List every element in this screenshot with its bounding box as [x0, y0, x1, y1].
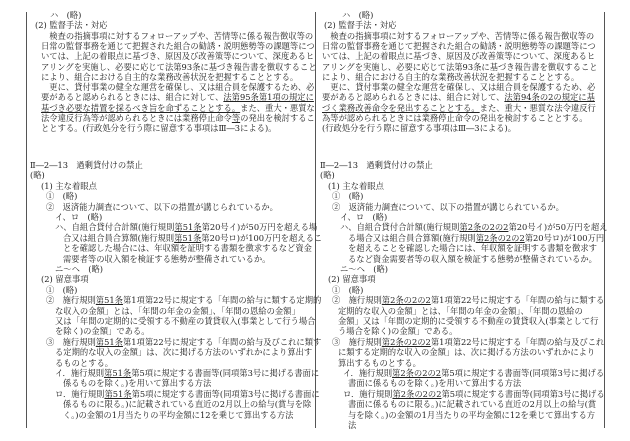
text-segment: いては、上記の着眼点に基づき、原因及び改善策等について、深度あるヒ	[322, 51, 596, 62]
text-segment: ① (略)	[332, 284, 364, 295]
text-segment: の発出を検討するこ	[240, 113, 315, 123]
text-segment: アリングを実施し、必要に応じて法第93条に基づき報告書を徴収すること	[41, 61, 317, 72]
text-segment: Ⅱ―2―13 過剰貸付けの禁止	[30, 160, 143, 170]
text-line	[41, 274, 89, 284]
text-line	[41, 113, 315, 123]
text-segment: 合又は組合員合算額(施行規則	[63, 232, 175, 243]
text-segment: 第20号イ)が50万円を超え	[508, 222, 608, 233]
text-line	[46, 295, 321, 305]
text-segment: Ⅱ―2―13 過剰貸付けの禁止	[320, 160, 433, 170]
text-segment: ② 施行規則	[46, 295, 96, 306]
text-segment: イ、ロ (略)	[340, 212, 388, 222]
text-segment: イ．施行規則	[55, 368, 105, 378]
text-segment: 第20号ロ)が100万円を超えるこ	[201, 232, 323, 243]
text-segment: (1) 主な着眼点	[328, 180, 384, 191]
text-line	[41, 181, 97, 191]
text-line	[55, 358, 113, 368]
text-segment: 検査の指摘事項に対するフォローアップや、苦情等に係る報告徴収等の	[41, 30, 314, 41]
text-segment: (略)	[30, 170, 45, 181]
underlined-amendment: 法第94条の2の規定に基	[504, 92, 595, 103]
underlined-amendment: 第2条の2の2	[381, 295, 431, 306]
text-segment: 又は「年間の定期的に受領する不動産の賃貸収入(事業として行う場合	[55, 316, 316, 326]
text-segment: を除く)の金額」である。	[55, 326, 150, 337]
text-line	[41, 72, 298, 82]
text-segment: 係るものに限る。)に記載されている直近の2月以上の給与(賞与を除	[63, 399, 312, 410]
text-segment: 第5項に規定する書面等(同項第3号に掲げる書面に	[131, 388, 320, 399]
text-segment: に類する定期的な収入の金額」は、次に掲げる方法のいずれかにより	[338, 347, 596, 358]
text-segment: ① (略)	[46, 284, 78, 295]
text-line	[332, 202, 564, 212]
text-segment: 更に、貸付事業の健全な運営を確保し、又は組合員を保護するため、必	[41, 82, 315, 93]
text-line	[322, 51, 595, 61]
text-line	[338, 316, 598, 326]
text-segment: を超えることを確認した場合には、年収額を証明する書類を徴求す	[348, 243, 597, 254]
text-segment: (略)	[320, 170, 335, 181]
text-line	[35, 20, 107, 30]
text-line	[322, 72, 579, 82]
text-segment: (2) 留意事項	[328, 274, 376, 285]
underlined-amendment: 第2条の2の2	[459, 222, 509, 233]
text-segment: 第1項第22号に規定する「年間の給与及びこれに類す	[122, 336, 322, 347]
text-line	[55, 264, 103, 274]
text-segment: (2) 監督手法・対応	[324, 20, 397, 31]
text-line	[338, 358, 421, 368]
text-line	[46, 191, 77, 201]
text-segment: るものとする。	[55, 357, 114, 368]
underlined-amendment: 第51条	[104, 368, 132, 378]
text-segment: 需要者等の収入額を検証する態勢が整備されているか。	[63, 253, 271, 264]
underlined-amendment: 法第95条第1項の規定に	[223, 92, 314, 103]
text-segment: 第5項に規定する書面等(同項第3号に掲げる書面に	[131, 368, 320, 378]
text-line	[332, 285, 363, 295]
text-line	[338, 306, 583, 316]
text-line	[41, 123, 276, 133]
text-segment: (行政処分を行う際に留意する事項はⅢ―3による)。	[322, 123, 516, 134]
text-line	[324, 20, 396, 30]
text-line	[348, 254, 597, 264]
text-segment: るなど資金需要者等の収入額を検証する態勢が整備されているか。	[348, 253, 597, 264]
text-segment: 第1項第22号に規定する「年間の給与及びこれ	[430, 336, 605, 347]
text-line	[41, 82, 314, 92]
text-line	[55, 306, 300, 316]
text-line	[63, 243, 312, 253]
text-segment: ととする。(行政処分を行う際に留意する事項はⅢ―3による)。	[41, 123, 277, 134]
text-segment: とを確認した場合には、年収額を証明する書類を徴求するなど資金	[63, 243, 312, 254]
text-segment: 日常の監督事務を通じて把握された組合の勧誘・説明態勢等の課題等につ	[41, 40, 315, 51]
text-segment: イ、ロ (略)	[55, 212, 103, 222]
text-line	[322, 92, 595, 102]
text-line	[63, 254, 270, 264]
text-line	[348, 378, 521, 388]
text-segment: ニ〜ヘ (略)	[55, 264, 103, 274]
text-segment: いては、上記の着眼点に基づき、原因及び改善策等について、深度あるヒ	[41, 51, 315, 62]
text-segment: (2) 留意事項	[41, 274, 89, 285]
underlined-amendment: 第51条	[95, 336, 123, 347]
text-line	[338, 347, 595, 357]
text-line	[340, 212, 387, 222]
text-line	[55, 389, 320, 399]
text-segment: ① (略)	[46, 191, 78, 202]
text-segment: また、重大・悪質な法令違反行	[479, 102, 596, 113]
text-line	[63, 233, 322, 243]
text-line	[63, 399, 311, 409]
text-segment: により、組合における自主的な業務改善状況を把握することとする。	[322, 71, 580, 82]
text-segment: ハ (略)	[50, 10, 82, 20]
column-divider	[315, 12, 316, 428]
text-line	[41, 31, 313, 41]
text-line	[30, 170, 45, 180]
text-line	[340, 222, 607, 232]
text-line	[322, 82, 595, 92]
right-column-border	[604, 12, 605, 428]
text-segment: アリングを実施し、必要に応じて法第93条に基づき報告書を徴収すること	[322, 61, 598, 72]
left-column-border	[26, 12, 27, 428]
text-segment: また、重大・悪質な	[240, 102, 315, 113]
text-segment: 第1項第22号に規定する「年間の給与に類する定期的	[122, 295, 322, 306]
text-segment: な収入の金額」とは、「年間の年金の金額」、「年間の恩給の金額」	[55, 305, 300, 316]
text-line	[328, 274, 376, 284]
text-line	[55, 368, 319, 378]
text-line	[55, 316, 315, 326]
text-line	[55, 347, 312, 357]
text-segment: ハ、自組合貸付合計額(施行規則	[55, 222, 175, 233]
text-line	[338, 326, 457, 336]
text-segment: 算出するものとする。	[338, 357, 421, 368]
underlined-amendment: 第2条の2の2	[475, 232, 525, 243]
text-line	[41, 41, 315, 51]
text-segment: 第1項第22号に規定する「年間の給与に類する	[430, 295, 605, 306]
text-segment: 係るものを除く。)を用いて算出する方法	[63, 378, 212, 389]
text-line	[41, 51, 314, 61]
text-segment: ② 返済能力調査について、以下の措置が講じられているか。	[46, 201, 278, 212]
underlined-amendment: 第51条	[95, 295, 123, 306]
text-line	[332, 337, 604, 347]
text-line	[348, 233, 604, 243]
underlined-amendment: づく業務改善命令を発出することとする。	[322, 102, 480, 113]
text-line	[322, 41, 596, 51]
underlined-amendment: 等	[231, 113, 241, 123]
underlined-amendment: 第51条	[104, 388, 132, 399]
text-segment: 法	[348, 420, 357, 430]
text-segment: 要があると認められるときには、組合に対して、	[322, 92, 505, 103]
text-segment: 書面に係るものを除く。)を用いて算出する方法	[348, 378, 522, 389]
text-line	[50, 10, 81, 20]
text-segment: ロ．施行規則	[55, 388, 105, 399]
text-line	[322, 123, 516, 133]
text-segment: 第5項に規定する書面等(同項第3号に掲げる	[441, 388, 605, 399]
text-segment: 日常の監督事務を通じて把握された組合の勧誘・説明態勢等の課題等につ	[322, 40, 596, 51]
text-line	[46, 337, 321, 347]
text-segment: 書面に係るものに限る。)に記載されている直近の2月以上の給与(賞	[348, 399, 597, 410]
text-line	[348, 399, 596, 409]
text-line	[348, 243, 597, 253]
text-line	[332, 295, 604, 305]
text-line	[322, 113, 588, 123]
text-line	[55, 326, 150, 336]
text-line	[46, 202, 278, 212]
text-line	[41, 103, 315, 113]
text-line	[348, 410, 595, 420]
text-segment: ロ．施行規則	[343, 388, 393, 399]
text-line	[320, 160, 433, 170]
text-line	[322, 103, 596, 113]
text-segment: 更に、貸付事業の健全な運営を確保し、又は組合員を保護するため、必	[322, 82, 596, 93]
underlined-amendment: 第51条	[174, 232, 202, 243]
text-line	[63, 410, 293, 420]
text-segment: ニ〜ヘ (略)	[340, 264, 388, 274]
text-line	[322, 62, 598, 72]
text-line	[340, 264, 388, 274]
text-line	[46, 285, 77, 295]
text-segment: 金額」又は「年間の定期的に受領する不動産の賃貸収入(事業として行	[338, 316, 599, 326]
text-segment: 第20号イ)が50万円を超える場	[201, 222, 318, 233]
text-segment: ③ 施行規則	[332, 336, 382, 347]
text-segment: 要があると認められるときには、組合に対して、	[41, 92, 224, 103]
text-segment: により、組合における自主的な業務改善状況を把握することとする。	[41, 71, 299, 82]
text-segment: イ．施行規則	[343, 368, 393, 378]
text-line	[55, 212, 102, 222]
text-segment: ② 返済能力調査について、以下の措置が講じられているか。	[332, 201, 564, 212]
underlined-amendment: 第51条	[174, 222, 202, 233]
text-line	[63, 378, 211, 388]
text-segment: く。)の金額の1月当たりの平均金額に12を乗じて算出する方法	[63, 409, 294, 420]
text-segment: 法令違反行為等が認められるときには業務停止命令	[41, 113, 232, 123]
text-line	[30, 160, 143, 170]
text-segment: ハ、自組合貸付合計額(施行規則	[340, 222, 460, 233]
text-segment: 第20号ロ)が100万円	[524, 232, 605, 243]
text-segment: る場合又は組合員合算額(施行規則	[348, 232, 476, 243]
text-line	[342, 10, 373, 20]
text-segment: ハ (略)	[342, 10, 374, 20]
text-line	[328, 181, 384, 191]
text-segment: ③ 施行規則	[46, 336, 96, 347]
text-segment: ② 施行規則	[332, 295, 382, 306]
underlined-amendment: 第2条の2の2	[381, 336, 431, 347]
text-line	[332, 191, 363, 201]
text-segment: (1) 主な着眼点	[41, 180, 97, 191]
text-segment: 検査の指摘事項に対するフォローアップや、苦情等に係る報告徴収等の	[322, 30, 595, 41]
underlined-amendment: 第2条の2の2	[392, 368, 442, 378]
text-segment: 第5項に規定する書面等(同項第3号に掲げる	[441, 368, 605, 378]
underlined-amendment: 基づき必要な措置を採るべき旨を命ずることとする。	[41, 102, 241, 113]
text-line	[322, 31, 594, 41]
text-segment: 与を除く。)の金額の1月当たりの平均金額に12を乗じて算出する方	[348, 409, 596, 420]
text-segment: (2) 監督手法・対応	[35, 20, 108, 31]
text-segment: 定期的な収入の金額」とは、「年間の年金の金額」、「年間の恩給の	[338, 305, 583, 316]
text-line	[343, 368, 604, 378]
text-segment: 為等が認められるときには業務停止命令の発出を検討することとする。	[322, 113, 588, 123]
text-segment: う場合を除く)の金額」である。	[338, 326, 458, 337]
text-line	[55, 222, 317, 232]
text-segment: ① (略)	[332, 191, 364, 202]
text-segment: る定期的な収入の金額」は、次に掲げる方法のいずれかにより算出す	[55, 347, 313, 358]
underlined-amendment: 第2条の2の2	[392, 388, 442, 399]
text-line	[348, 420, 356, 430]
text-line	[343, 389, 605, 399]
text-line	[41, 62, 317, 72]
text-line	[41, 92, 314, 102]
text-line	[320, 170, 335, 180]
